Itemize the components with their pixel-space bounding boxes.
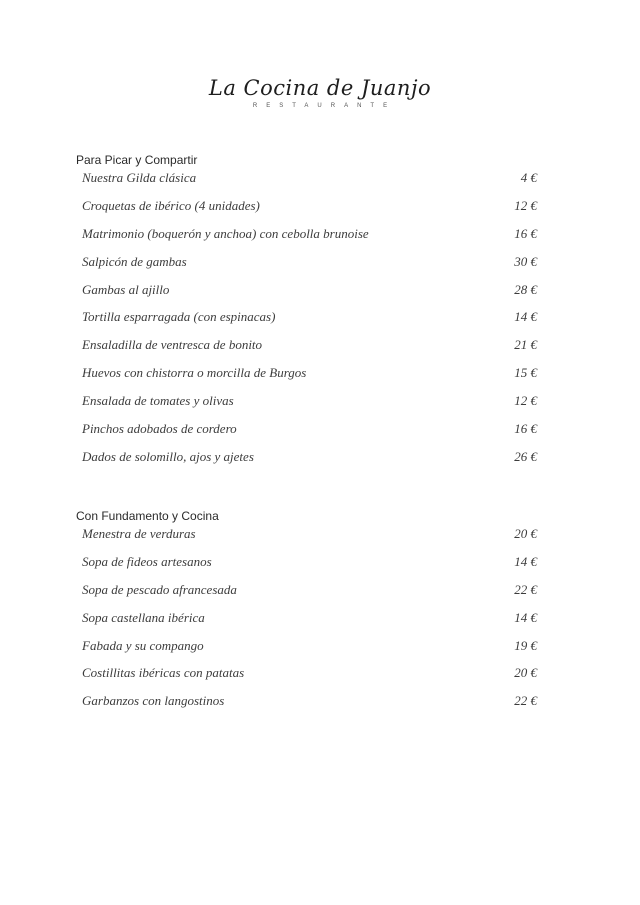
menu-item: [76, 197, 546, 225]
item-price: 30 €: [514, 253, 537, 269]
menu-item: [76, 253, 546, 281]
item-name: Ensaladilla de ventresca de bonito: [82, 337, 263, 353]
section-title: Con Fundamento y Cocina: [76, 509, 219, 523]
item-name: Tortilla esparragada (con espinacas): [82, 309, 276, 325]
item-price: 19 €: [514, 637, 537, 653]
item-price: 14 €: [514, 553, 537, 569]
item-name: Sopa castellana ibérica: [82, 609, 205, 625]
item-price: 20 €: [514, 526, 537, 541]
menu-item: [76, 420, 546, 448]
restaurant-logo: [0, 74, 640, 109]
restaurant-name: La Cocina de Juanjo: [208, 76, 432, 100]
restaurant-subtitle: RESTAURANTE: [252, 103, 397, 109]
menu-item: [76, 364, 546, 392]
menu-section-mains: [76, 507, 546, 720]
item-name: Ensalada de tomates y olivas: [82, 393, 234, 409]
menu-item-list: [76, 525, 546, 720]
menu-item: [76, 609, 546, 637]
menu-section-starters: [76, 151, 546, 476]
menu-item: [76, 308, 546, 336]
item-name: Fabada y su compango: [82, 637, 204, 653]
item-price: 28 €: [514, 281, 537, 297]
menu-item: [76, 448, 546, 476]
menu-item: [76, 637, 546, 665]
item-name: Sopa de fideos artesanos: [82, 553, 212, 569]
item-name: Sopa de pescado afrancesada: [82, 581, 237, 597]
item-name: Costillitas ibéricas con patatas: [82, 665, 245, 681]
item-name: Garbanzos con langostinos: [82, 693, 225, 709]
item-name: Huevos con chistorra o morcilla de Burgos: [82, 365, 307, 381]
item-price: 22 €: [514, 581, 537, 597]
menu-item: [76, 225, 546, 253]
menu-item: [76, 525, 546, 553]
menu-item-list: [76, 169, 546, 476]
item-name: Gambas al ajillo: [82, 281, 170, 297]
item-price: 21 €: [514, 337, 537, 353]
item-name: Matrimonio (boquerón y anchoa) con cebolla brunoise: [82, 225, 369, 241]
menu-item: [76, 664, 546, 692]
item-name: Menestra de verduras: [82, 526, 196, 541]
item-price: 15 €: [514, 365, 537, 381]
item-name: Croquetas de ibérico (4 unidades): [82, 197, 260, 213]
menu-item: [76, 553, 546, 581]
item-price: 22 €: [514, 693, 537, 709]
menu-item: [76, 581, 546, 609]
item-price: 14 €: [514, 609, 537, 625]
menu-item: [76, 692, 546, 720]
item-name: Dados de solomillo, ajos y ajetes: [82, 448, 254, 464]
menu-item: [76, 169, 546, 197]
item-name: Salpicón de gambas: [82, 253, 187, 269]
item-name: Nuestra Gilda clásica: [82, 170, 197, 185]
item-price: 12 €: [514, 393, 537, 409]
item-name: Pinchos adobados de cordero: [82, 421, 237, 437]
item-price: 14 €: [514, 309, 537, 325]
item-price: 26 €: [514, 448, 537, 464]
item-price: 20 €: [514, 665, 537, 681]
menu-item: [76, 392, 546, 420]
section-title: Para Picar y Compartir: [76, 153, 198, 167]
item-price: 12 €: [514, 197, 537, 213]
menu-item: [76, 281, 546, 309]
item-price: 16 €: [514, 225, 537, 241]
item-price: 4 €: [520, 170, 537, 185]
menu-item: [76, 336, 546, 364]
item-price: 16 €: [514, 421, 537, 437]
